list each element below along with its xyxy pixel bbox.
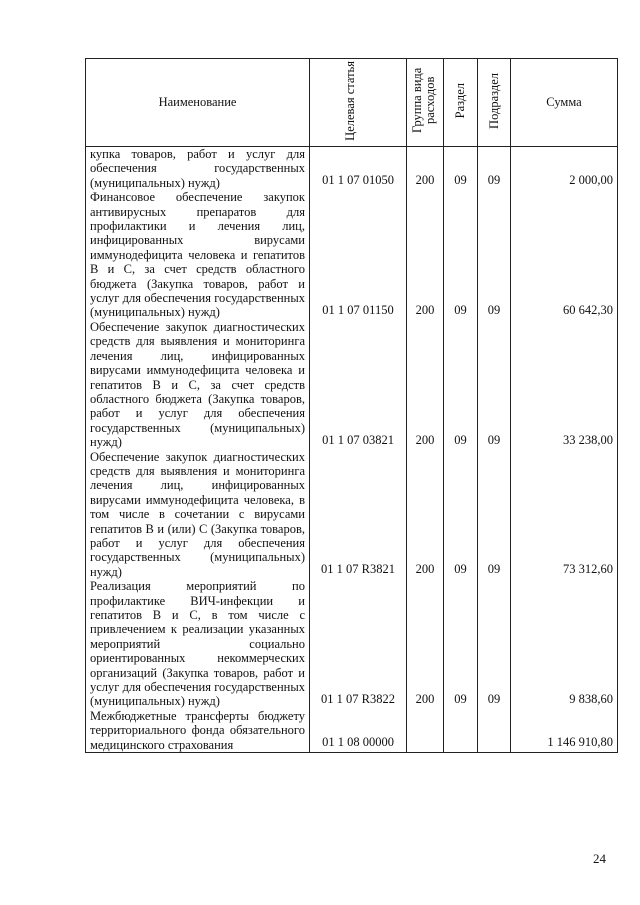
header-expense-group-cell [407, 59, 444, 147]
row-subsection: 09 [478, 147, 511, 191]
row-code: 01 1 07 03821 [310, 320, 407, 450]
row-subsection: 09 [478, 450, 511, 580]
row-subsection: 09 [478, 579, 511, 709]
row-name: купка товаров, работ и услуг для обеспечения государственных (муниципальных) нужд) [86, 147, 310, 191]
table-row [86, 147, 618, 191]
header-subsection-cell [478, 59, 511, 147]
row-group: 200 [407, 147, 444, 191]
row-name: Финансовое обеспечение закупок антивирусных препаратов для профилактики и лечения лиц, инфицированных вирусами иммунодефицита человека и гепатитов В и С, за счет средств областного бюджета (Закупка товаров, работ и услуг для обеспечения государственных (муниципальных) нужд) [86, 190, 310, 320]
row-sum: 73 312,60 [511, 450, 618, 580]
header-section: Раздел [453, 82, 467, 119]
row-sum: 33 238,00 [511, 320, 618, 450]
row-group: 200 [407, 320, 444, 450]
row-section: 09 [444, 147, 478, 191]
row-group [407, 709, 444, 753]
header-target-article-cell [310, 59, 407, 147]
table-row [86, 709, 618, 753]
row-sum: 1 146 910,80 [511, 709, 618, 753]
row-name: Реализация мероприятий по профилактике ВИЧ-инфекции и гепатитов В и С, в том числе с привлечением к реализации указанных мероприятий социально ориентированных некоммерческих организаций (Закупка товаров, работ и услуг для обеспечения государственных (муниципальных) нужд) [86, 579, 310, 709]
row-name: Межбюджетные трансферты бюджету территориального фонда обязательного медицинского страхования [86, 709, 310, 753]
header-name: Наименование [86, 59, 310, 147]
table-row [86, 190, 618, 320]
row-sum: 60 642,30 [511, 190, 618, 320]
row-group: 200 [407, 450, 444, 580]
row-code: 01 1 08 00000 [310, 709, 407, 753]
row-group: 200 [407, 579, 444, 709]
row-subsection: 09 [478, 320, 511, 450]
row-subsection [478, 709, 511, 753]
row-group: 200 [407, 190, 444, 320]
row-code: 01 1 07 R3821 [310, 450, 407, 580]
row-sum: 2 000,00 [511, 147, 618, 191]
row-section: 09 [444, 320, 478, 450]
header-section-cell [444, 59, 478, 147]
header-sum: Сумма [511, 59, 618, 147]
header-expense-group: Группа вида расходов [410, 67, 437, 134]
table-row [86, 579, 618, 709]
row-section: 09 [444, 450, 478, 580]
row-code: 01 1 07 R3822 [310, 579, 407, 709]
row-sum: 9 838,60 [511, 579, 618, 709]
table-row [86, 450, 618, 580]
row-name: Обеспечение закупок диагностических средств для выявления и мониторинга лечения лиц, инфицированных вирусами иммунодефицита человека и гепатитов В и С, за счет средств областного бюджета (Закупка товаров, работ и услуг для обеспечения государственных (муниципальных) нужд) [86, 320, 310, 450]
table-header-row [86, 59, 618, 147]
row-section: 09 [444, 579, 478, 709]
row-code: 01 1 07 01150 [310, 190, 407, 320]
page-number: 24 [593, 851, 606, 866]
row-code: 01 1 07 01050 [310, 147, 407, 191]
row-name: Обеспечение закупок диагностических средств для выявления и мониторинга лечения лиц, инфицированных вирусами иммунодефицита человека, в том числе в сочетании с вирусами гепатитов В и (или) С (Закупка товаров, работ и услуг для обеспечения государственных (муниципальных) нужд) [86, 450, 310, 580]
budget-table [85, 58, 618, 753]
row-section: 09 [444, 190, 478, 320]
header-subsection: Подраздел [486, 72, 501, 129]
row-subsection: 09 [478, 190, 511, 320]
header-target-article: Целевая статья [343, 60, 357, 141]
row-section [444, 709, 478, 753]
table-row [86, 320, 618, 450]
